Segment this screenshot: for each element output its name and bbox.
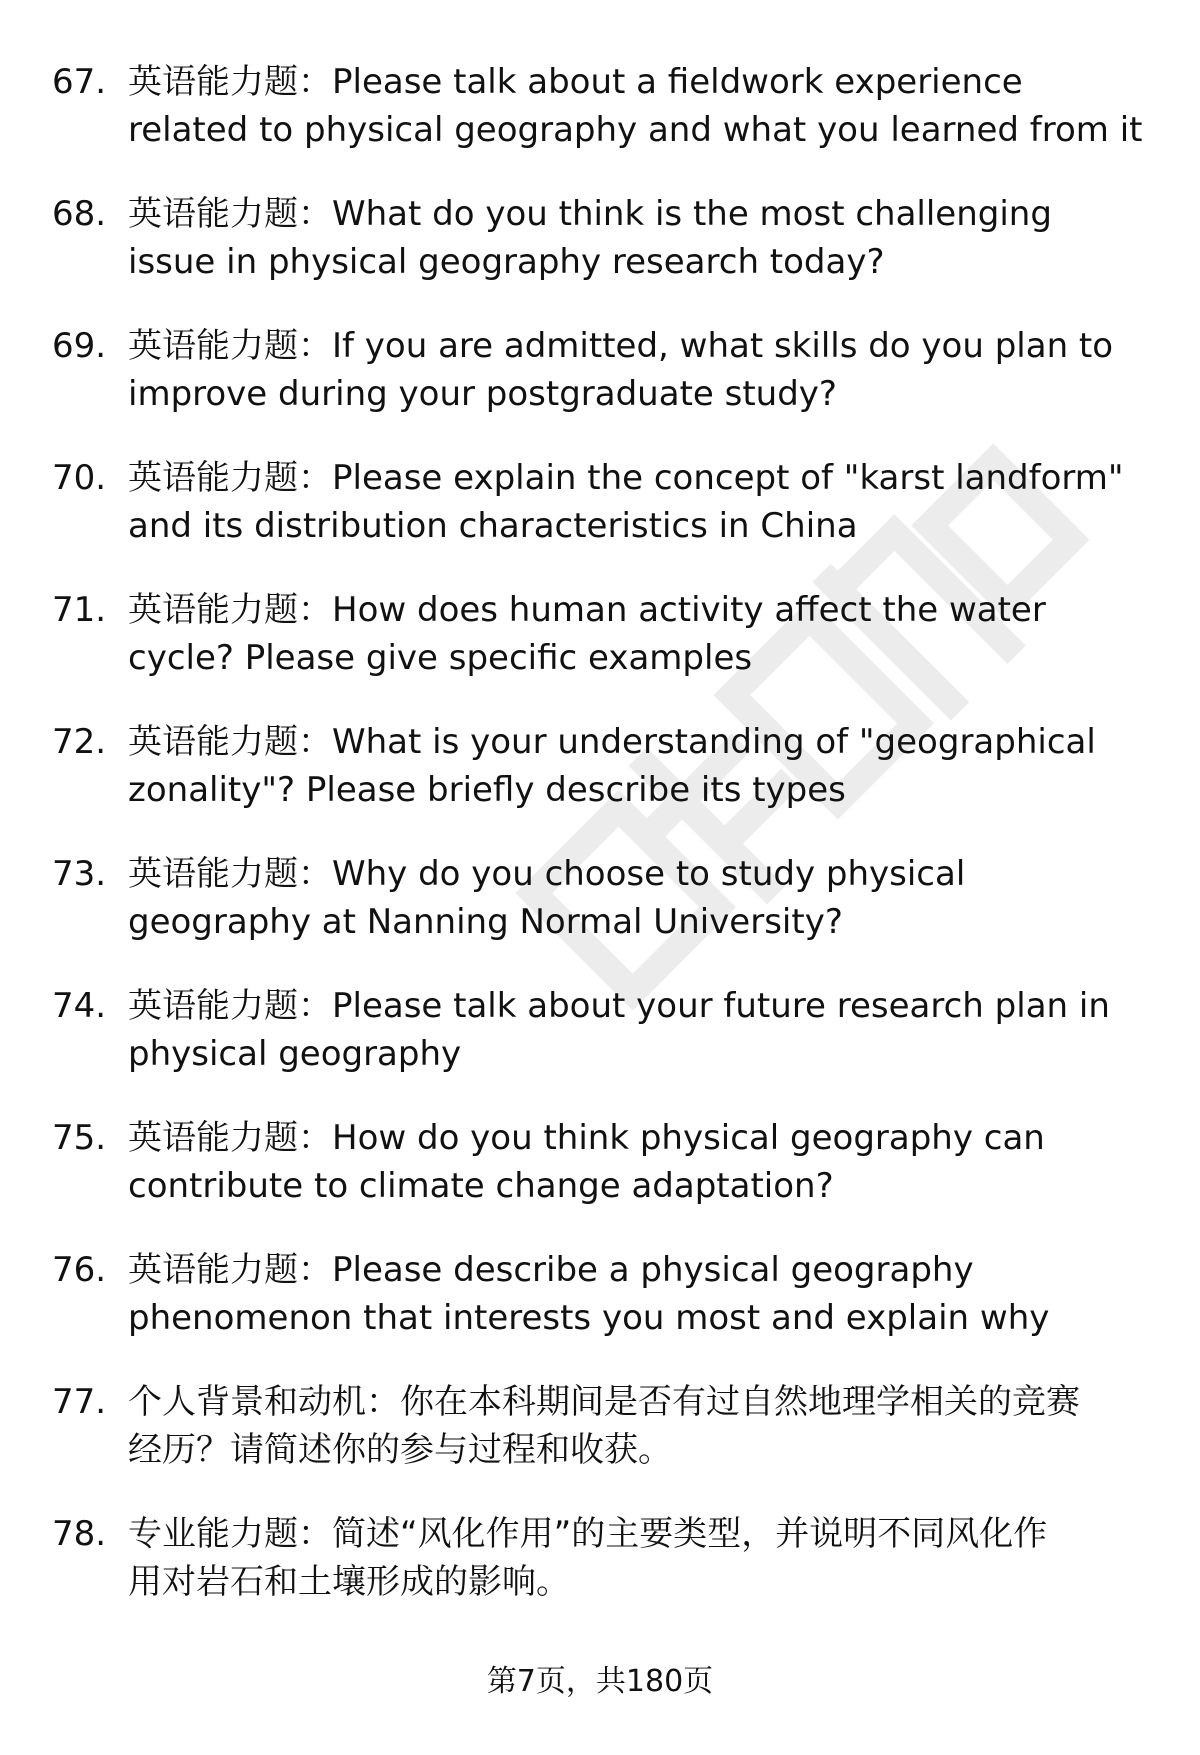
question-number: 73. [52, 854, 107, 894]
question-number: 77. [52, 1382, 107, 1422]
question-item [0, 1378, 1200, 1510]
question-item [0, 454, 1200, 586]
question-text: 英语能力题：Please talk about a fieldwork experience related to physical geography and what you learned from it [128, 62, 1143, 150]
question-text: 英语能力题：What is your understanding of "geographical zonality"? Please briefly describe its types [128, 722, 1096, 810]
question-number: 71. [52, 590, 107, 630]
question-item [0, 190, 1200, 322]
question-text: 英语能力题：What do you think is the most challenging issue in physical geography research today? [128, 194, 1052, 282]
question-item [0, 850, 1200, 982]
question-text: 英语能力题：Please talk about your future research plan in physical geography [128, 986, 1110, 1074]
question-number: 68. [52, 194, 107, 234]
question-item [0, 718, 1200, 850]
question-item [0, 586, 1200, 718]
question-item [0, 58, 1200, 190]
question-text: 个人背景和动机：你在本科期间是否有过自然地理学相关的竞赛 经历？请简述你的参与过程和收获。 [128, 1382, 1080, 1470]
question-list [0, 58, 1200, 1642]
question-text: 英语能力题：If you are admitted, what skills do you plan to improve during your postgraduate study? [128, 326, 1114, 414]
question-number: 74. [52, 986, 107, 1026]
question-item [0, 1114, 1200, 1246]
question-item [0, 982, 1200, 1114]
question-text: 英语能力题：Why do you choose to study physical geography at Nanning Normal University? [128, 854, 966, 942]
question-text: 专业能力题：简述“风化作用”的主要类型，并说明不同风化作 用对岩石和土壤形成的影响。 [128, 1514, 1048, 1602]
question-item [0, 322, 1200, 454]
question-text: 英语能力题：How does human activity affect the water cycle? Please give specific examples [128, 590, 1046, 678]
question-item [0, 1246, 1200, 1378]
question-number: 67. [52, 62, 107, 102]
question-number: 78. [52, 1514, 107, 1554]
question-number: 69. [52, 326, 107, 366]
question-number: 76. [52, 1250, 107, 1290]
question-number: 70. [52, 458, 107, 498]
question-item [0, 1510, 1200, 1642]
question-text: 英语能力题：Please describe a physical geography phenomenon that interests you most and explain why [128, 1250, 1050, 1338]
question-number: 75. [52, 1118, 107, 1158]
question-text: 英语能力题：How do you think physical geography can contribute to climate change adaptation? [128, 1118, 1045, 1206]
question-number: 72. [52, 722, 107, 762]
page-number: 第7页，共180页 [486, 1664, 714, 1699]
question-text: 英语能力题：Please explain the concept of "karst landform" and its distribution characteristics in China [128, 458, 1124, 546]
